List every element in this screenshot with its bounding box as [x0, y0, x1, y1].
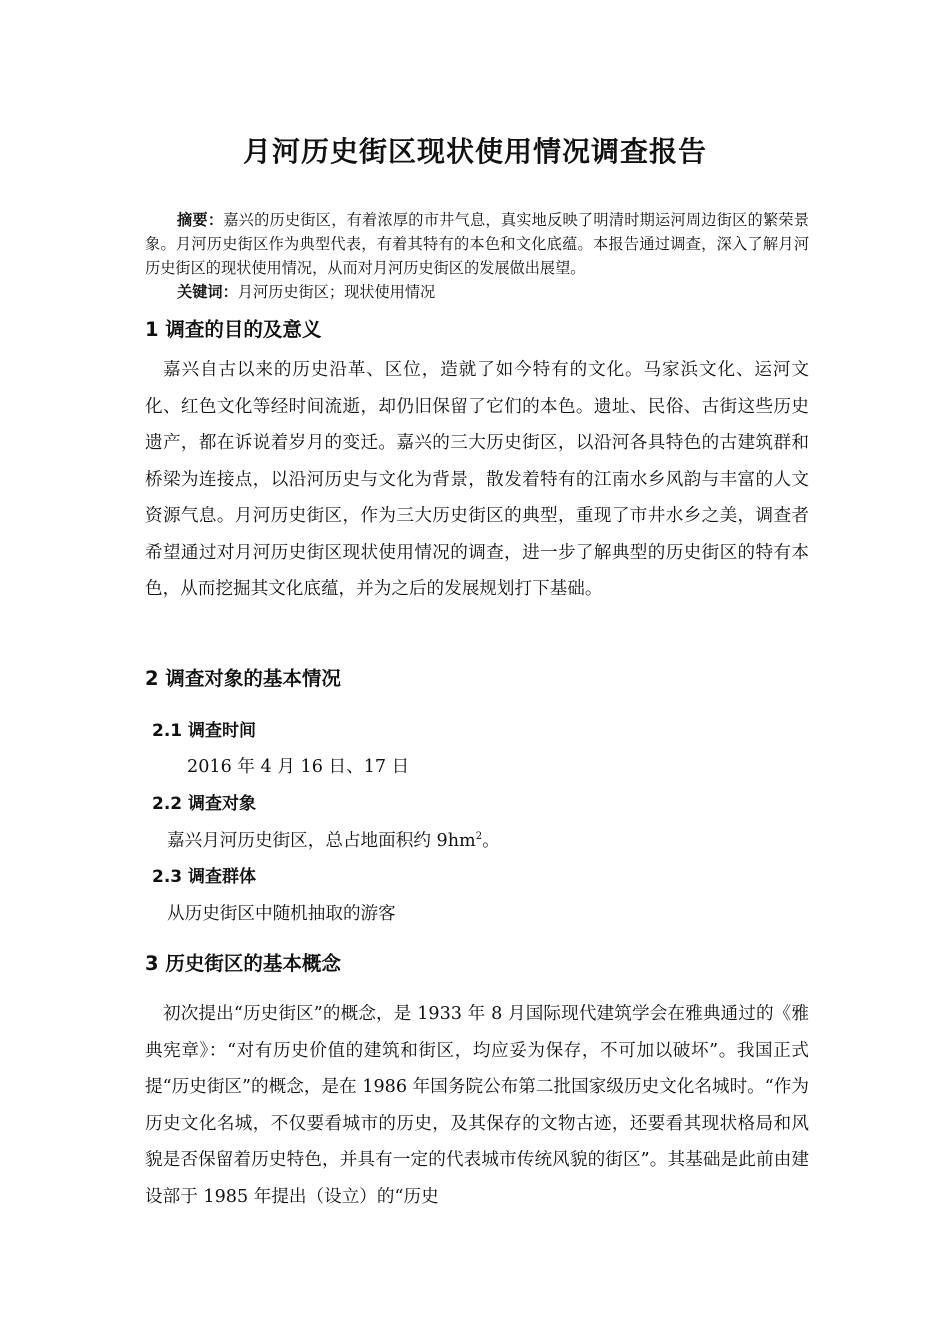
- abstract-paragraph: [145, 208, 809, 280]
- section-3-heading: 3 历史街区的基本概念: [145, 952, 341, 975]
- keywords-line: [145, 280, 809, 304]
- section-3-body: [145, 996, 809, 1215]
- keywords-label: 关键词：: [177, 283, 238, 301]
- area-text: 嘉兴月河历史街区，总占地面积约 9hm: [167, 831, 476, 851]
- section-2-2-heading: 2.2 调查对象: [152, 794, 257, 814]
- abstract-label: 摘要：: [177, 211, 224, 229]
- area-tail: 。: [482, 831, 500, 851]
- section-2-1-heading: 2.1 调查时间: [152, 721, 257, 741]
- document-title: 月河历史街区现状使用情况调查报告: [242, 135, 707, 168]
- abstract-block: [145, 208, 809, 304]
- section-1-heading: 1 调查的目的及意义: [145, 318, 322, 341]
- section-2-1-text: 2016 年 4 月 16 日、17 日: [187, 757, 410, 777]
- section-2-3-heading: 2.3 调查群体: [152, 867, 257, 887]
- section-1-body: [145, 352, 809, 608]
- section-3-paragraph: 初次提出“历史街区”的概念，是 1933 年 8 月国际现代建筑学会在雅典通过的《雅典宪章》：“对有历史价值的建筑和街区，均应妥为保存，不可加以破坏”。我国正式提“历史街区”的概念，是在 1986 年国务院公布第二批国家级历史文化名城时。“作为历史文化名城，不仅要看城市的历史，及其保存的文物古迹，还要看其现状格局和风貌是否保留着历史特色，并具有一定的代表城市传统风貌的街区”。其基础是此前由建设部于 1985 年提出（设立）的“历史: [145, 1004, 809, 1207]
- section-2-heading: 2 调查对象的基本情况: [145, 667, 341, 690]
- keywords-text: 月河历史街区；现状使用情况: [237, 283, 436, 301]
- abstract-text: 嘉兴的历史街区，有着浓厚的市井气息，真实地反映了明清时期运河周边街区的繁荣景象。月河历史街区作为典型代表，有着其特有的本色和文化底蕴。本报告通过调查，深入了解月河历史街区的现状使用情况，从而对月河历史街区的发展做出展望。: [145, 211, 810, 277]
- area-unit-superscript: 2: [475, 831, 483, 843]
- section-1-paragraph: 嘉兴自古以来的历史沿革、区位，造就了如今特有的文化。马家浜文化、运河文化、红色文化等经时间流逝，却仍旧保留了它们的本色。遗址、民俗、古街这些历史遗产，都在诉说着岁月的变迁。嘉兴的三大历史街区，以沿河各具特色的古建筑群和桥梁为连接点，以沿河历史与文化为背景，散发着特有的江南水乡风韵与丰富的人文资源气息。月河历史街区，作为三大历史街区的典型，重现了市井水乡之美，调查者希望通过对月河历史街区现状使用情况的调查，进一步了解典型的历史街区的特有本色，从而挖掘其文化底蕴，并为之后的发展规划打下基础。: [145, 360, 809, 599]
- section-2-2-text: [167, 828, 500, 854]
- section-2-3-text: 从历史街区中随机抽取的游客: [167, 904, 396, 924]
